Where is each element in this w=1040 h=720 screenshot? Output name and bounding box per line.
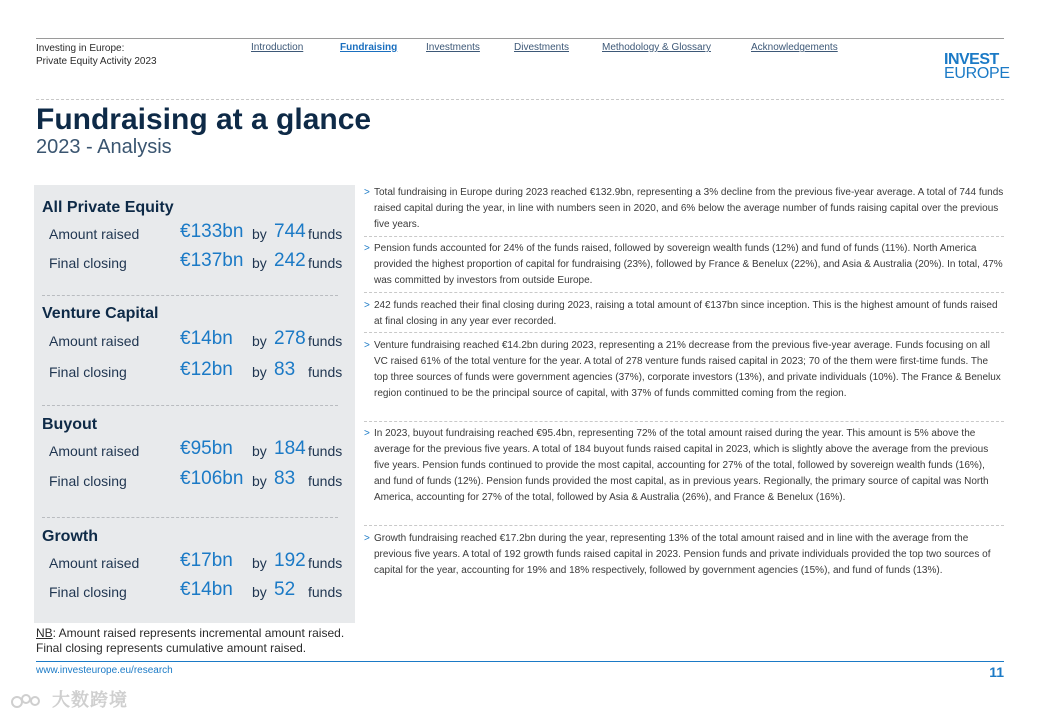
commentary-text: Growth fundraising reached €17.2bn during the year, representing 13% of the total amount raised and in line with the average from the previous five years. A total of 192 growth funds raised capital in 2023. Pension funds and private individuals provided the top two sources of capital for the year, accounting for 19% and 18% respectively, followed by government agencies (15%), and fund of funds (13%). [374, 533, 991, 576]
funds-word: funds [308, 255, 343, 271]
row-amount: €133bn [180, 221, 244, 242]
section-title: All Private Equity [42, 199, 174, 216]
commentary-divider [364, 292, 1004, 293]
chevron-right-icon: > [364, 243, 370, 254]
row-final-closing [34, 579, 355, 603]
page-number: 11 [989, 664, 1004, 680]
commentary-item [364, 298, 1004, 330]
by-word: by [252, 226, 267, 242]
nav-fundraising[interactable]: Fundraising [340, 42, 398, 53]
nav-methodology-glossary[interactable]: Methodology & Glossary [602, 42, 711, 53]
footer-rule [36, 661, 1004, 662]
row-final-closing [34, 250, 355, 274]
by-word: by [252, 443, 267, 459]
commentary-text: 242 funds reached their final closing during 2023, raising a total amount of €137bn since inception. This is the highest amount of funds raised at final closing in any year ever recorded. [374, 300, 998, 327]
by-word: by [252, 584, 267, 600]
commentary-item [364, 426, 1004, 506]
row-fund-count: 242 [274, 250, 306, 271]
funds-word: funds [308, 473, 343, 489]
commentary-text: Venture fundraising reached €14.2bn during 2023, representing a 21% decrease from the previous five-year average. Funds focusing on all VC raised 61% of the total venture for the year. A total of 278 venture funds raised capital in 2023; 70 of the them were first-time funds. The top three sources of funds were government agencies (37%), corporate investors (13%), and private individuals (10%). The France & Benelux region continued to be the principal source of capital, with 37% of funds committed coming from the region. [374, 340, 1001, 399]
row-amount: €14bn [180, 328, 233, 349]
row-label: Final closing [49, 364, 127, 380]
commentary-divider [364, 236, 1004, 237]
row-amount-raised [34, 438, 355, 462]
section-divider [42, 295, 338, 296]
row-label: Final closing [49, 473, 127, 489]
chevron-right-icon: > [364, 428, 370, 439]
nav-acknowledgements[interactable]: Acknowledgements [751, 42, 838, 53]
watermark [10, 686, 128, 712]
footnote-line2: Final closing represents cumulative amount raised. [36, 641, 307, 655]
row-amount-raised [34, 221, 355, 245]
row-amount: €12bn [180, 359, 233, 380]
row-fund-count: 192 [274, 550, 306, 571]
row-label: Amount raised [49, 443, 140, 459]
footnote-line1: : Amount raised represents incremental amount raised. [52, 626, 345, 640]
research-link[interactable]: www.investeurope.eu/research [36, 665, 173, 676]
row-label: Amount raised [49, 555, 140, 571]
row-final-closing [34, 359, 355, 383]
chevron-right-icon: > [364, 187, 370, 198]
header-divider [36, 99, 1004, 100]
row-amount: €95bn [180, 438, 233, 459]
summary-panel [34, 185, 355, 623]
section-divider [42, 405, 338, 406]
row-amount: €14bn [180, 579, 233, 600]
by-word: by [252, 255, 267, 271]
row-fund-count: 744 [274, 221, 306, 242]
row-fund-count: 278 [274, 328, 306, 349]
chevron-right-icon: > [364, 533, 370, 544]
row-amount: €137bn [180, 250, 244, 271]
by-word: by [252, 364, 267, 380]
nav-investments[interactable]: Investments [426, 42, 480, 53]
logo-line1: INVEST [944, 51, 999, 68]
invest-europe-logo [944, 51, 1010, 82]
commentary-divider [364, 421, 1004, 422]
commentary-item [364, 531, 1004, 579]
row-fund-count: 52 [274, 579, 296, 600]
row-fund-count: 83 [274, 468, 296, 489]
funds-word: funds [308, 555, 343, 571]
commentary-item [364, 241, 1004, 289]
watermark-text: 大数跨境 [52, 690, 129, 710]
row-final-closing [34, 468, 355, 492]
chevron-right-icon: > [364, 340, 370, 351]
row-amount: €17bn [180, 550, 233, 571]
by-word: by [252, 333, 267, 349]
section-title: Venture Capital [42, 305, 159, 322]
commentary-text: Total fundraising in Europe during 2023 reached €132.9bn, representing a 3% decline from the previous five-year average. A total of 744 funds raised capital during the year, in line with numbers seen in 2020, and 6% below the average number of funds raising capital over the previous five years. [374, 187, 1004, 230]
watermark-logo-icon [10, 692, 46, 710]
row-amount-raised [34, 550, 355, 574]
funds-word: funds [308, 584, 343, 600]
section-divider [42, 517, 338, 518]
footnote [36, 626, 344, 656]
section-title: Buyout [42, 416, 98, 433]
row-label: Amount raised [49, 333, 140, 349]
nav-introduction[interactable]: Introduction [251, 42, 304, 53]
by-word: by [252, 555, 267, 571]
logo-line2: EUROPE [944, 65, 1010, 82]
commentary-item [364, 338, 1004, 402]
commentary-divider [364, 525, 1004, 526]
row-label: Amount raised [49, 226, 140, 242]
funds-word: funds [308, 443, 343, 459]
page-title: Fundraising at a glance [36, 103, 372, 136]
document-title-line1: Investing in Europe: [36, 43, 125, 54]
top-rule [36, 38, 1004, 39]
section-title: Growth [42, 528, 98, 545]
chevron-right-icon: > [364, 300, 370, 311]
funds-word: funds [308, 226, 343, 242]
document-title-line2: Private Equity Activity 2023 [36, 56, 157, 67]
document-title [36, 42, 157, 68]
by-word: by [252, 473, 267, 489]
row-fund-count: 83 [274, 359, 296, 380]
commentary-divider [364, 332, 1004, 333]
funds-word: funds [308, 364, 343, 380]
commentary-text: In 2023, buyout fundraising reached €95.4bn, representing 72% of the total amount raised during the year. This amount is 5% above the average for the previous five years. A total of 184 buyout funds raised capital in 2023, which is slightly above the average from the previous five years. Pension funds continued to provide the most capital, accounting for 27% of the total, followed by sovereign wealth funds (16%), and fund of funds (12%). Pension funds provided the most capital, as in previous years. Regionally, the primary source of capital was North America, accounting for 27% of the total, followed by Asia & Australia (26%), and France & Benelux (16%). [374, 428, 989, 503]
funds-word: funds [308, 333, 343, 349]
row-fund-count: 184 [274, 438, 306, 459]
row-amount-raised [34, 328, 355, 352]
row-label: Final closing [49, 255, 127, 271]
footnote-tag: NB [36, 626, 53, 640]
commentary-item [364, 185, 1004, 233]
page-subtitle: 2023 - Analysis [36, 136, 172, 158]
row-label: Final closing [49, 584, 127, 600]
commentary-text: Pension funds accounted for 24% of the funds raised, followed by sovereign wealth funds (12%) and fund of funds (11%). North America provided the highest proportion of capital for fundraising (23%), followed by France & Benelux (22%), and Asia & Australia (20%). In total, 47% was committed by investors from outside Europe. [374, 243, 1003, 286]
row-amount: €106bn [180, 468, 244, 489]
nav-divestments[interactable]: Divestments [514, 42, 570, 53]
